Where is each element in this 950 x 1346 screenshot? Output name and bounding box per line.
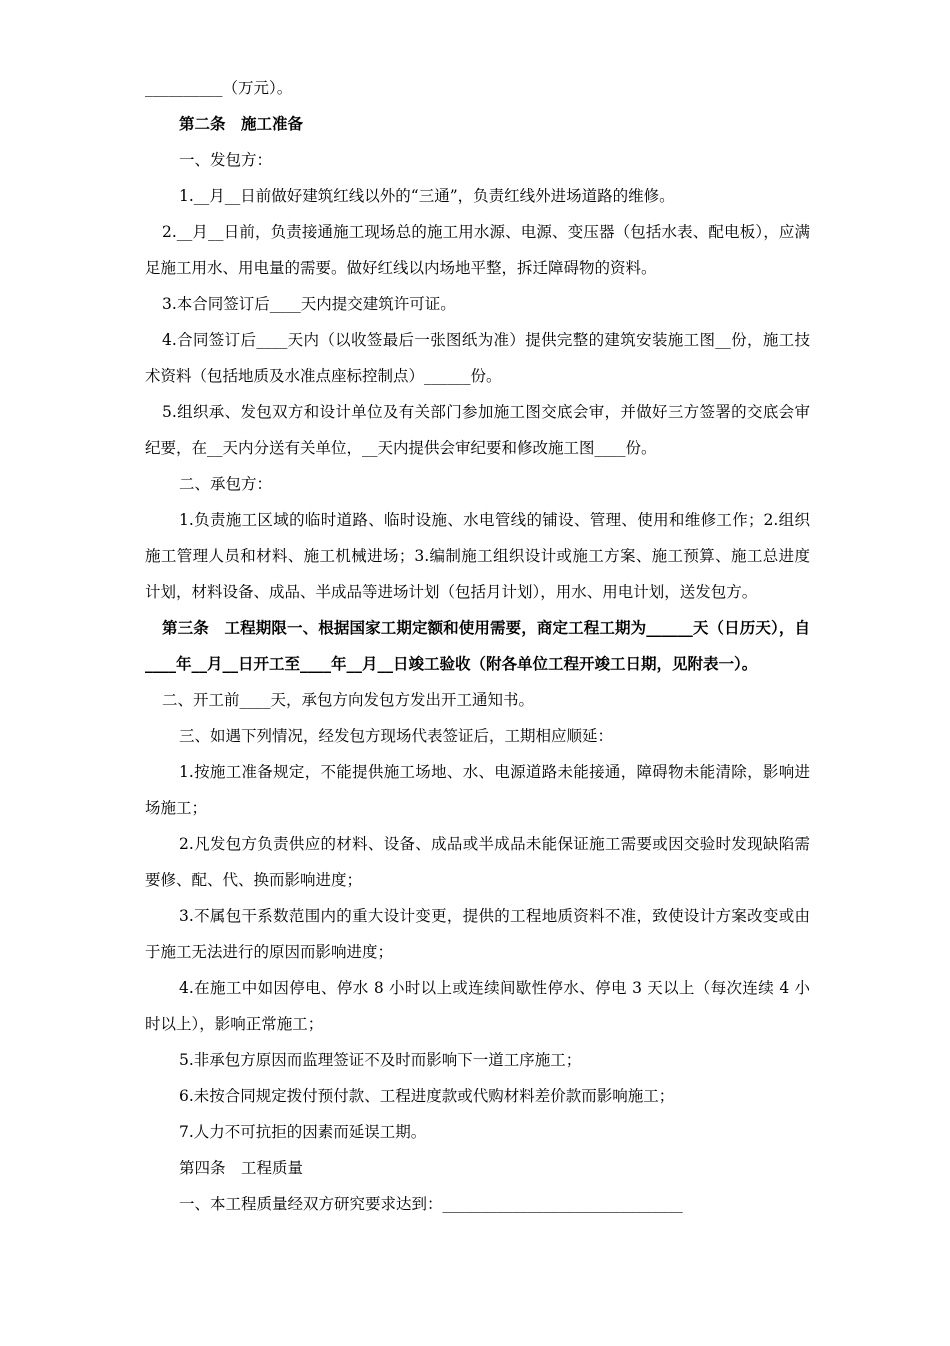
employer-item-4: 4.合同签订后____天内（以收签最后一张图纸为准）提供完整的建筑安装施工图__份，施工技术资料（包括地质及水准点座标控制点）______份。	[145, 331, 810, 385]
delay-case-6: 6.未按合同规定拨付预付款、工程进度款或代购材料差价款而影响施工；	[179, 1087, 675, 1105]
schedule-item-2: 二、开工前____天，承包方向发包方发出开工通知书。	[162, 691, 535, 709]
delay-case-1: 1.按施工准备规定，不能提供施工场地、水、电源道路未能接通，障碍物未能清除，影响进场施工；	[145, 763, 810, 817]
delay-case-4: 4.在施工中如因停电、停水 8 小时以上或连续间歇性停水、停电 3 天以上（每次连续 4 小时以上），影响正常施工；	[145, 979, 810, 1033]
document-page	[145, 70, 810, 1222]
employer-item-2: 2.__月__日前，负责接通施工现场总的施工用水源、电源、变压器（包括水表、配电板），应满足施工用水、用电量的需要。做好红线以内场地平整，拆迁障碍物的资料。	[145, 223, 810, 277]
employer-heading: 一、发包方：	[179, 151, 273, 169]
delay-case-5: 5.非承包方原因而监理签证不及时而影响下一道工序施工；	[179, 1051, 582, 1069]
delay-case-7: 7.人力不可抗拒的因素而延误工期。	[179, 1123, 427, 1141]
article-2-heading: 第二条 施工准备	[179, 114, 304, 133]
employer-item-3: 3.本合同签订后____天内提交建筑许可证。	[162, 295, 456, 313]
quality-requirement: 一、本工程质量经双方研究要求达到：_______________________________	[179, 1195, 683, 1213]
article-4-heading: 第四条 工程质量	[179, 1159, 304, 1177]
delay-case-3: 3.不属包干系数范围内的重大设计变更，提供的工程地质资料不准，致使设计方案改变或由于施工无法进行的原因而影响进度；	[145, 907, 810, 961]
contractor-items: 1.负责施工区域的临时道路、临时设施、水电管线的铺设、管理、使用和维修工作；2.组织施工管理人员和材料、施工机械进场；3.编制施工组织设计或施工方案、施工预算、施工总进度计划，材料设备、成品、半成品等进场计划（包括月计划），用水、用电计划，送发包方。	[145, 511, 810, 601]
employer-item-5: 5.组织承、发包双方和设计单位及有关部门参加施工图交底会审，并做好三方签署的交底会审纪要，在__天内分送有关单位，__天内提供会审纪要和修改施工图____份。	[145, 403, 810, 457]
schedule-item-3: 三、如遇下列情况，经发包方现场代表签证后，工期相应顺延：	[179, 727, 614, 745]
employer-item-1: 1.__月__日前做好建筑红线以外的“三通”，负责红线外进场道路的维修。	[179, 187, 675, 205]
delay-case-2: 2.凡发包方负责供应的材料、设备、成品或半成品未能保证施工需要或因交验时发现缺陷需要修、配、代、换而影响进度；	[145, 835, 810, 889]
contractor-heading: 二、承包方：	[179, 475, 273, 493]
amount-line: __________（万元）。	[145, 79, 293, 97]
article-3-heading: 第三条 工程期限一、根据国家工期定额和使用需要，商定工程工期为______天（日历天），自____年__月__日开工至____年__月__日竣工验收（附各单位工程开竣工日期，见附表一）。	[145, 618, 810, 673]
